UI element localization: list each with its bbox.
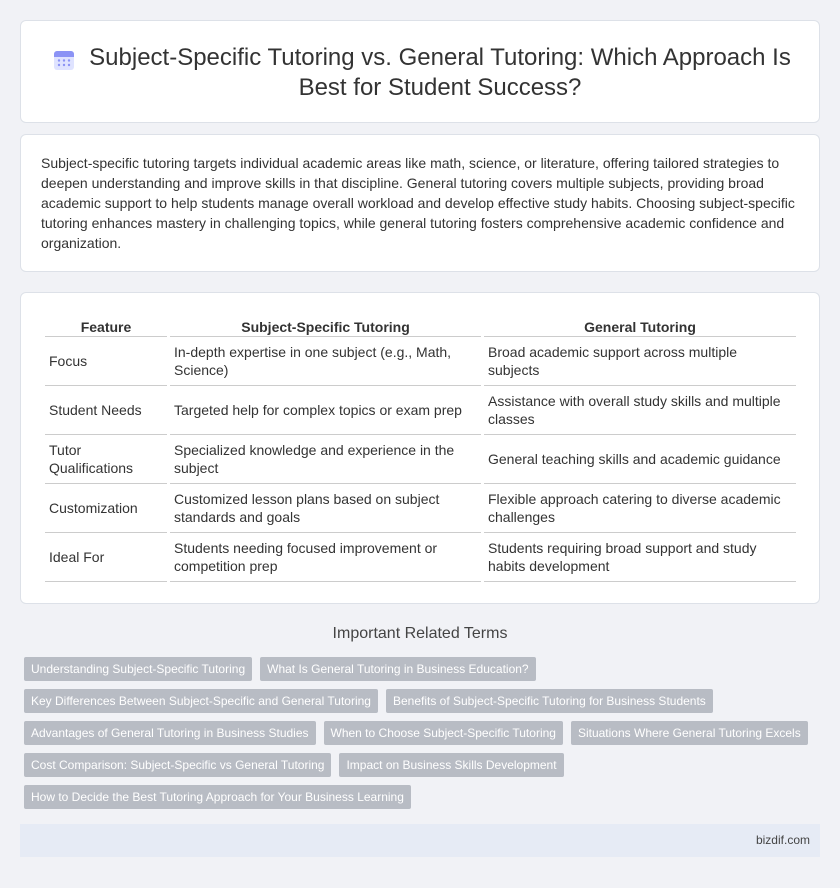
column-header: Subject-Specific Tutoring [170,315,481,337]
related-term-tag[interactable]: Advantages of General Tutoring in Business Studies [24,721,316,745]
table-cell: Students needing focused improvement or competition prep [170,533,481,582]
calendar-icon [52,48,76,72]
related-term-tag[interactable]: How to Decide the Best Tutoring Approach for Your Business Learning [24,785,411,809]
related-term-tag[interactable]: Cost Comparison: Subject-Specific vs General Tutoring [24,753,331,777]
related-term-tag[interactable]: What Is General Tutoring in Business Education? [260,657,535,681]
table-cell: Specialized knowledge and experience in the subject [170,435,481,484]
table-cell: General teaching skills and academic guidance [484,435,796,484]
comparison-card [20,292,820,604]
table-cell: Tutor Qualifications [45,435,167,484]
table-cell: Ideal For [45,533,167,582]
table-cell: Broad academic support across multiple subjects [484,337,796,386]
related-term-tag[interactable]: Key Differences Between Subject-Specific and General Tutoring [24,689,378,713]
intro-paragraph: Subject-specific tutoring targets individual academic areas like math, science, or literature, offering tailored strategies to deepen understanding and improve skills in that discipline. General tutoring covers multiple subjects, providing broad academic support to help students manage overall workload and develop effective study habits. Choosing subject-specific tutoring enhances mastery in challenging topics, while general tutoring fosters comprehensive academic confidence and organization. [41,155,795,251]
table-cell: Targeted help for complex topics or exam prep [170,386,481,435]
table-cell: Flexible approach catering to diverse academic challenges [484,484,796,533]
related-term-tag[interactable]: When to Choose Subject-Specific Tutoring [324,721,563,745]
table-row [45,484,796,533]
header-card [20,20,820,123]
table-row [45,386,796,435]
related-terms-list [24,657,824,817]
related-term-tag[interactable]: Understanding Subject-Specific Tutoring [24,657,252,681]
related-term-tag[interactable]: Benefits of Subject-Specific Tutoring for Business Students [386,689,713,713]
table-cell: Students requiring broad support and study habits development [484,533,796,582]
related-terms-heading: Important Related Terms [332,625,508,642]
table-header-row [45,315,796,337]
table-row [45,533,796,582]
footer-site-link[interactable]: bizdif.com [755,833,810,847]
table-cell: Student Needs [45,386,167,435]
comparison-table [42,315,799,582]
intro-card [20,134,820,272]
table-cell: Customization [45,484,167,533]
table-cell: Focus [45,337,167,386]
related-term-tag[interactable]: Situations Where General Tutoring Excels [571,721,808,745]
footer [20,824,820,857]
page-title: Subject-Specific Tutoring vs. General Tutoring: Which Approach Is Best for Student Success? [89,44,791,101]
table-cell: In-depth expertise in one subject (e.g., Math, Science) [170,337,481,386]
related-term-tag[interactable]: Impact on Business Skills Development [339,753,563,777]
table-cell: Customized lesson plans based on subject standards and goals [170,484,481,533]
table-row [45,337,796,386]
column-header: Feature [45,315,167,337]
column-header: General Tutoring [484,315,796,337]
table-cell: Assistance with overall study skills and multiple classes [484,386,796,435]
table-row [45,435,796,484]
